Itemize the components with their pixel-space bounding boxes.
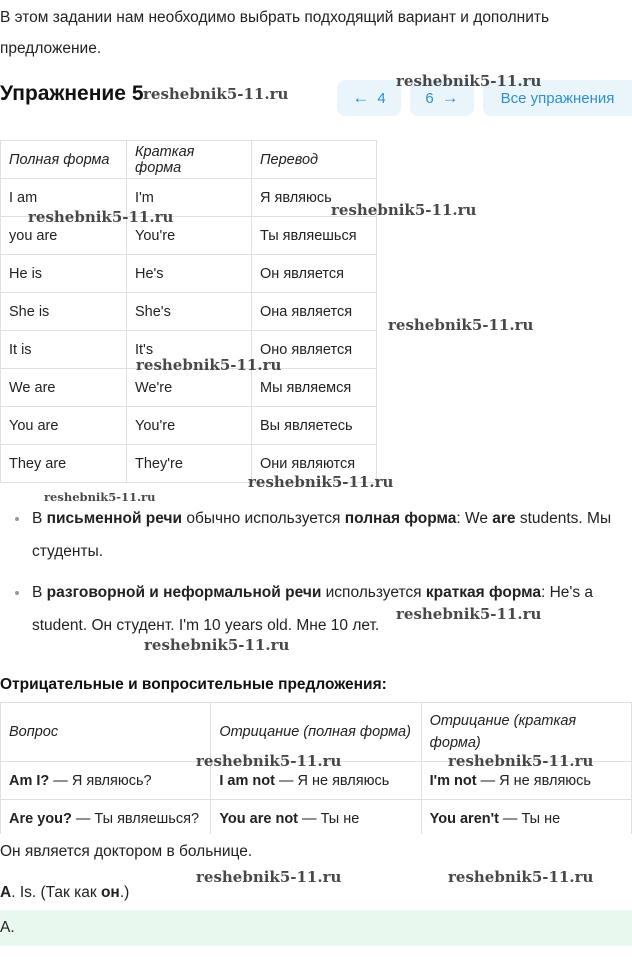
negative-table (0, 702, 632, 834)
table-cell: He is (1, 255, 127, 293)
cell-bold: You aren't (429, 810, 499, 827)
forms-header-full: Полная форма (1, 141, 127, 179)
table-row (1, 217, 377, 255)
table-cell (1, 762, 211, 800)
question-sentence: Он является доктором в больнице. (0, 843, 253, 860)
prev-exercise-label: 4 (377, 89, 386, 107)
neg-header-full: Отрицание (полная форма) (211, 703, 421, 762)
table-row (1, 369, 377, 407)
table-cell: It is (1, 331, 127, 369)
rule-text: В (32, 584, 47, 601)
rule-bold: краткая форма (425, 584, 541, 601)
watermark: reshebnik5-11.ru (448, 752, 594, 770)
negative-table-header (1, 703, 632, 762)
table-row (1, 255, 377, 293)
cell-text: — Ты не (298, 810, 360, 827)
rule-text: : We (456, 510, 493, 527)
cell-text: — Ты не (498, 810, 561, 827)
watermark: reshebnik5-11.ru (331, 201, 477, 219)
table-cell (421, 800, 631, 835)
table-cell (421, 762, 631, 800)
table-cell: You're (127, 217, 252, 255)
forms-header-short: Краткая форма (127, 141, 252, 179)
watermark: reshebnik5-11.ru (248, 473, 394, 491)
table-cell: We're (127, 369, 252, 407)
table-cell: He's (127, 255, 252, 293)
all-exercises-label: Все упражнения (500, 89, 615, 107)
cell-bold: You are not (219, 810, 299, 827)
table-cell: She's (127, 293, 252, 331)
cell-bold: Are you? (9, 810, 72, 827)
cell-bold: I'm not (429, 772, 477, 789)
answer-box (0, 910, 632, 946)
watermark: reshebnik5-11.ru (136, 356, 282, 374)
table-cell: They're (127, 445, 252, 483)
table-row (1, 800, 632, 835)
rule-spoken (0, 576, 630, 642)
watermark: reshebnik5-11.ru (448, 868, 594, 886)
table-row (1, 762, 632, 800)
arrow-right-icon: → (441, 88, 459, 107)
rule-text: обычно используется (182, 510, 345, 527)
table-row (1, 331, 377, 369)
table-cell (1, 800, 211, 835)
answer-box-text: A. (0, 919, 15, 936)
rule-bold: письменной речи (46, 510, 183, 527)
rule-bold: полная форма (344, 510, 457, 527)
cell-text: — Я не являюсь (476, 772, 591, 789)
table-row (1, 179, 377, 217)
table-cell: Я являюсь (252, 179, 377, 217)
rule-written (0, 502, 630, 568)
all-exercises-button[interactable] (483, 80, 632, 116)
rule-bold: are (492, 510, 516, 527)
table-cell: you are (1, 217, 127, 255)
watermark: reshebnik5-11.ru (196, 868, 342, 886)
exercise-title: Упражнение 5 (0, 82, 144, 105)
table-cell: You're (127, 407, 252, 445)
watermark: reshebnik5-11.ru (143, 85, 289, 103)
watermark: reshebnik5-11.ru (44, 490, 156, 504)
rule-text: students. Мы студенты. (32, 510, 612, 560)
watermark: reshebnik5-11.ru (396, 72, 542, 90)
table-cell: Ты являешься (252, 217, 377, 255)
watermark: reshebnik5-11.ru (396, 605, 542, 623)
prev-exercise-button[interactable] (337, 80, 401, 116)
intro-text: В этом задании нам необходимо выбрать подходящий вариант и дополнить предложение. (0, 9, 550, 57)
rule-text: используется (321, 584, 426, 601)
watermark: reshebnik5-11.ru (388, 316, 534, 334)
neg-header-question: Вопрос (1, 703, 211, 762)
table-cell: It's (127, 331, 252, 369)
table-cell: Она является (252, 293, 377, 331)
table-cell: They are (1, 445, 127, 483)
answer-rest: . Is. (Так как (11, 884, 101, 901)
neg-header-short: Отрицание (краткая форма) (421, 703, 631, 762)
table-cell: I'm (127, 179, 252, 217)
cell-text: — Я не являюсь (274, 772, 390, 789)
arrow-left-icon: ← (352, 88, 370, 107)
rule-bold: разговорной и неформальной речи (46, 584, 322, 601)
table-cell: She is (1, 293, 127, 331)
next-exercise-label: 6 (425, 89, 434, 107)
table-cell: Он является (252, 255, 377, 293)
watermark: reshebnik5-11.ru (28, 208, 174, 226)
forms-table (0, 140, 377, 483)
table-cell: Вы являетесь (252, 407, 377, 445)
usage-rules-list (0, 502, 630, 650)
cell-bold: I am not (219, 772, 275, 789)
answer-explanation (0, 884, 129, 902)
table-cell: Мы являемся (252, 369, 377, 407)
answer-bold: он (100, 884, 120, 901)
cell-text: — Ты являешься? (71, 810, 200, 827)
table-cell: Оно является (252, 331, 377, 369)
table-cell: I am (1, 179, 127, 217)
forms-header-translation: Перевод (252, 141, 377, 179)
watermark: reshebnik5-11.ru (144, 636, 290, 654)
negative-section-title: Отрицательные и вопросительные предложения: (0, 676, 387, 693)
answer-end: .) (119, 884, 130, 901)
next-exercise-button[interactable] (410, 80, 474, 116)
table-cell (211, 800, 421, 835)
answer-letter: A (0, 884, 12, 901)
cell-bold: Am I? (9, 772, 50, 789)
negative-table-container[interactable] (0, 702, 632, 834)
table-cell (211, 762, 421, 800)
table-row (1, 407, 377, 445)
rule-text: : He's a student. Он студент. I'm 10 years old. Мне 10 лет. (32, 584, 594, 634)
table-row (1, 293, 377, 331)
table-cell: You are (1, 407, 127, 445)
table-cell: We are (1, 369, 127, 407)
forms-table-header (1, 141, 377, 179)
rule-text: В (32, 510, 47, 527)
cell-text: — Я являюсь? (49, 772, 152, 789)
table-cell: Они являются (252, 445, 377, 483)
watermark: reshebnik5-11.ru (196, 752, 342, 770)
table-row (1, 445, 377, 483)
